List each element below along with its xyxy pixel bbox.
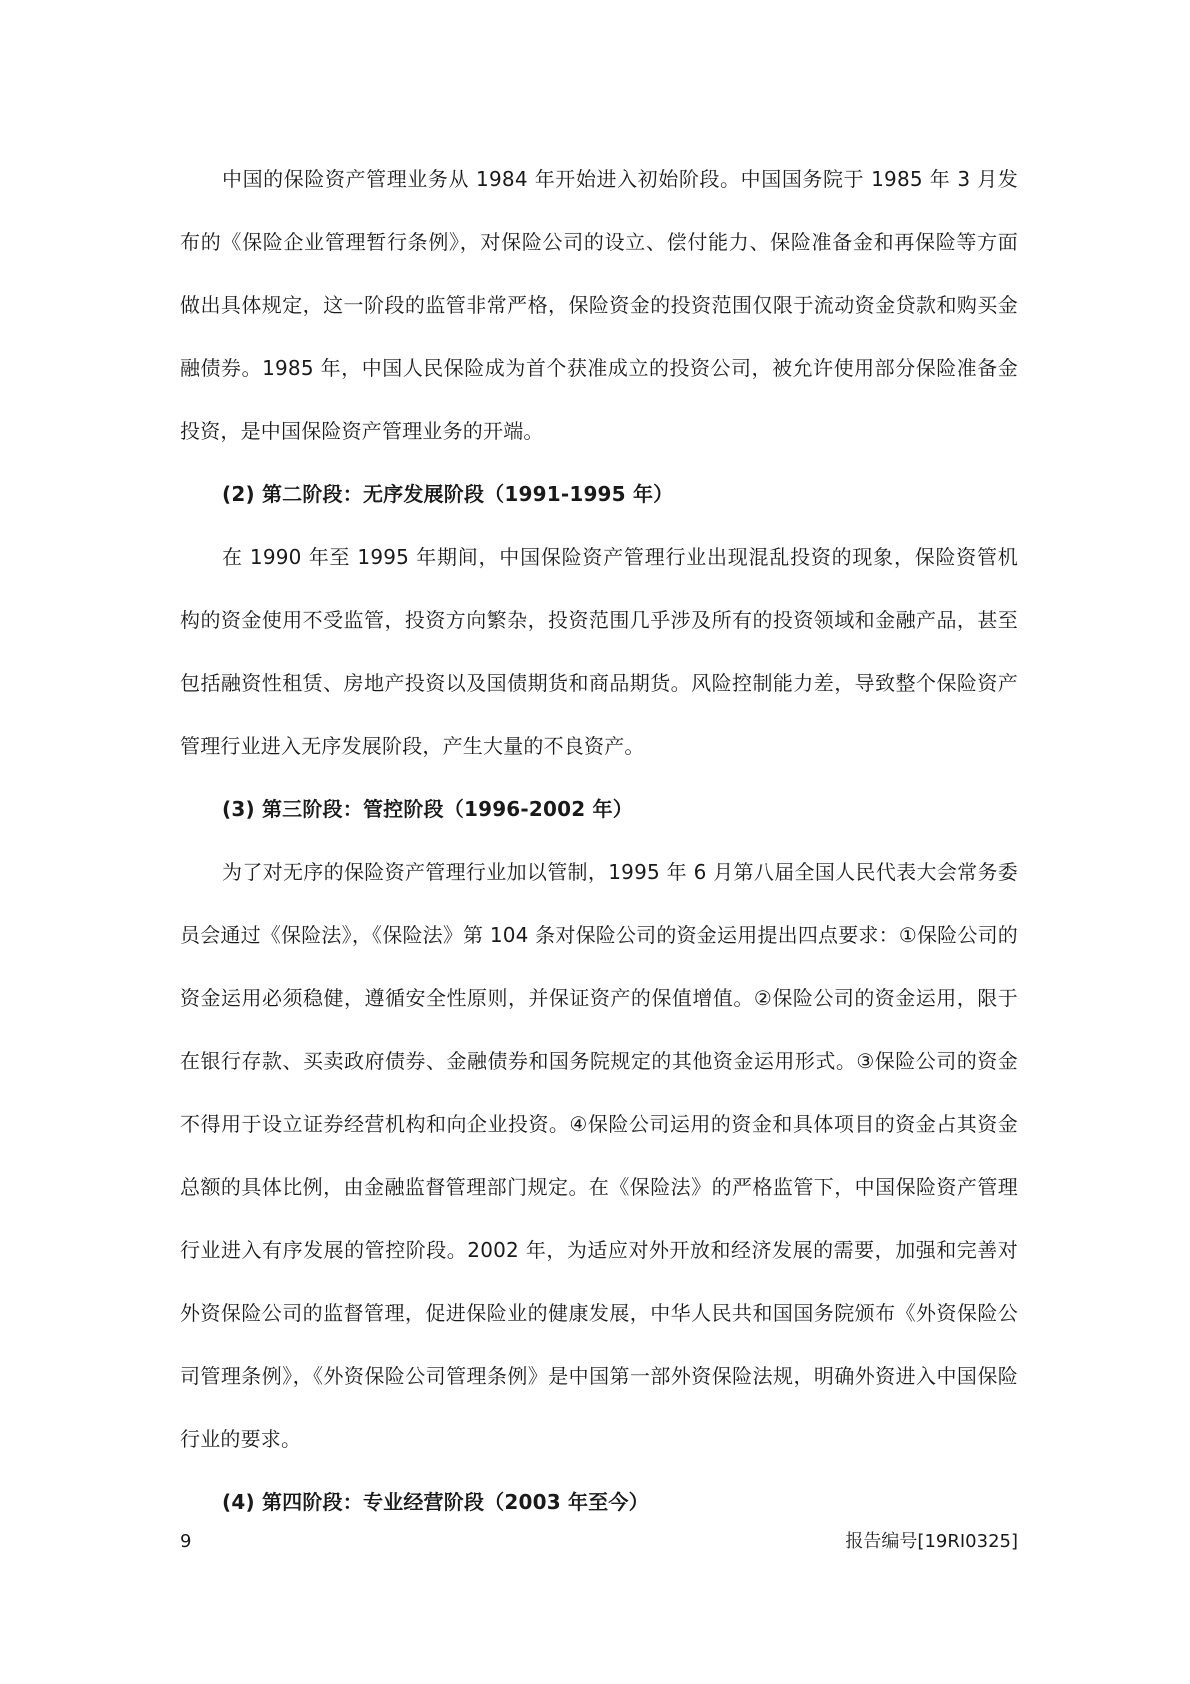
section-heading-stage-3: (3) 第三阶段：管控阶段（1996-2002 年） (222, 797, 633, 821)
report-id: 报告编号[19RI0325] (845, 1531, 1018, 1552)
section-heading-stage-4: (4) 第四阶段：专业经营阶段（2003 年至今） (222, 1490, 649, 1514)
paragraph-disorder-stage: 在 1990 年至 1995 年期间，中国保险资产管理行业出现混乱投资的现象，保险资管机构的资金使用不受监管，投资方向繁杂，投资范围几乎涉及所有的投资领域和金融产品，甚至包括融资性租赁、房地产投资以及国债期货和商品期货。风险控制能力差，导致整个保险资产管理行业进入无序发展阶段，产生大量的不良资产。 (180, 545, 1018, 758)
document-body (180, 148, 1018, 1534)
paragraph-initial-stage: 中国的保险资产管理业务从 1984 年开始进入初始阶段。中国国务院于 1985 年 3 月发布的《保险企业管理暂行条例》，对保险公司的设立、偿付能力、保险准备金和再保险等方面做出具体规定，这一阶段的监管非常严格，保险资金的投资范围仅限于流动资金贷款和购买金融债券。1985 年，中国人民保险成为首个获准成立的投资公司，被允许使用部分保险准备金投资，是中国保险资产管理业务的开端。 (180, 167, 1018, 443)
paragraph-control-stage: 为了对无序的保险资产管理行业加以管制，1995 年 6 月第八届全国人民代表大会常务委员会通过《保险法》，《保险法》第 104 条对保险公司的资金运用提出四点要求：①保险公司的资金运用必须稳健，遵循安全性原则，并保证资产的保值增值。②保险公司的资金运用，限于在银行存款、买卖政府债券、金融债券和国务院规定的其他资金运用形式。③保险公司的资金不得用于设立证券经营机构和向企业投资。④保险公司运用的资金和具体项目的资金占其资金总额的具体比例，由金融监督管理部门规定。在《保险法》的严格监管下，中国保险资产管理行业进入有序发展的管控阶段。2002 年，为适应对外开放和经济发展的需要，加强和完善对外资保险公司的监督管理，促进保险业的健康发展，中华人民共和国国务院颁布《外资保险公司管理条例》，《外资保险公司管理条例》是中国第一部外资保险法规，明确外资进入中国保险行业的要求。 (180, 860, 1018, 1451)
page-footer (180, 1528, 1018, 1556)
page-number: 9 (180, 1531, 192, 1552)
section-heading-stage-2: (2) 第二阶段：无序发展阶段（1991-1995 年） (222, 482, 674, 506)
